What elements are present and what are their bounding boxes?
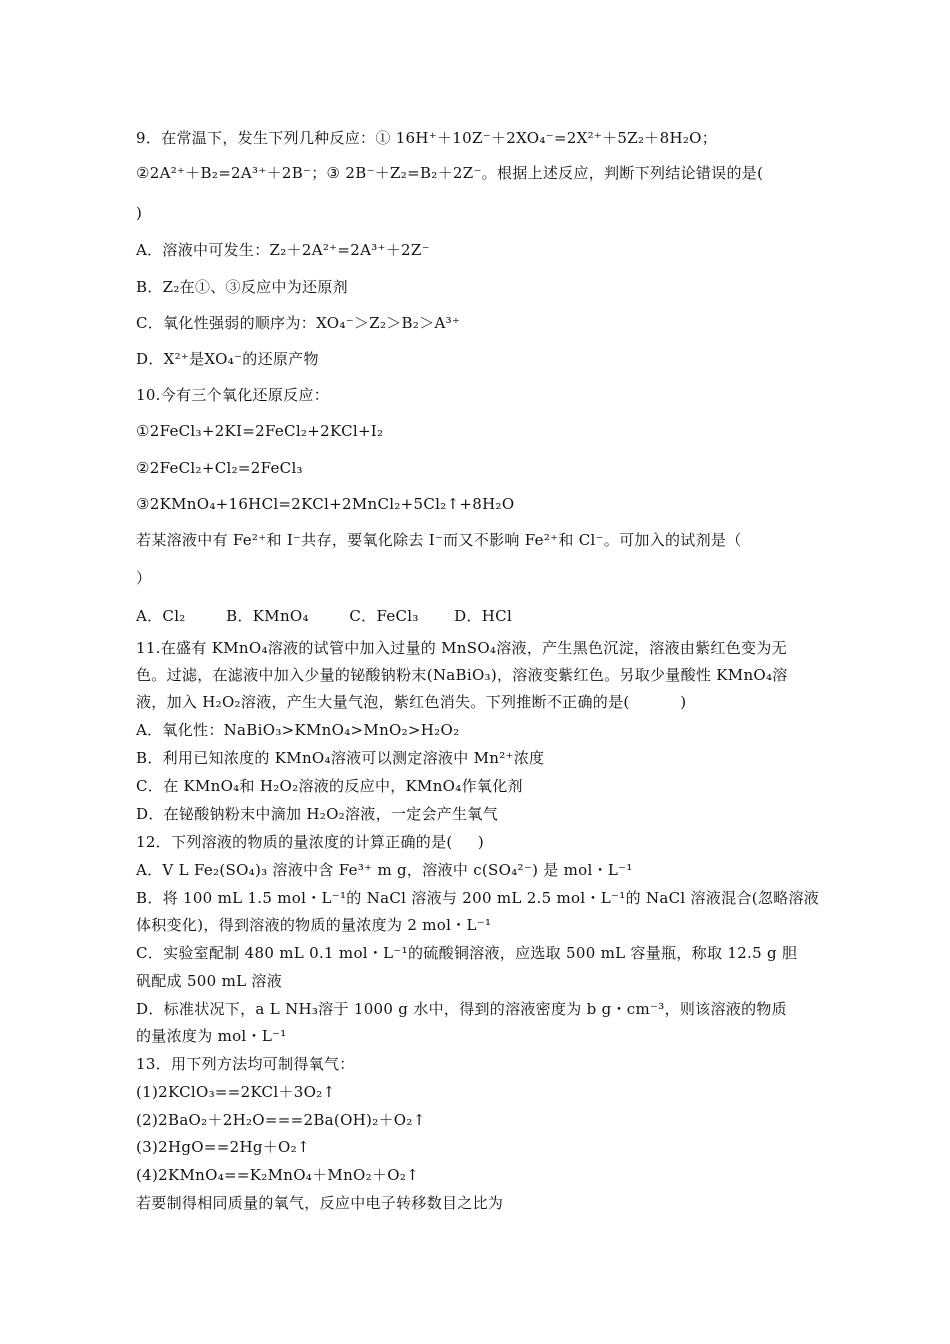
q13-stem: 13．用下列方法均可制得氧气：	[136, 1055, 355, 1073]
q13-reaction-1: (1)2KClO₃==2KCl＋3O₂↑	[136, 1083, 336, 1101]
q12-option-b-cont: 体积变化)，得到溶液的物质的量浓度为 2 mol・L⁻¹	[136, 916, 492, 934]
q10-stem: 10.今有三个氧化还原反应：	[136, 386, 330, 404]
q12-option-d: D．标准状况下，a L NH₃溶于 1000 g 水中，得到的溶液密度为 b g・cm⁻³，则该溶液的物质	[136, 1000, 787, 1018]
q11-line-3: 液，加入 H₂O₂溶液，产生大量气泡，紫红色消失。下列推断不正确的是( )	[136, 693, 687, 711]
q9-line-1: 9．在常温下，发生下列几种反应：① 16H⁺＋10Z⁻＋2XO₄⁻=2X²⁺＋5Z₂＋8H₂O；	[136, 129, 718, 147]
q10-question-end: ）	[136, 569, 152, 587]
q11-option-d: D．在铋酸钠粉末中滴加 H₂O₂溶液，一定会产生氧气	[136, 805, 499, 823]
q9-option-c: C．氧化性强弱的顺序为：XO₄⁻＞Z₂＞B₂＞A³⁺	[136, 314, 461, 332]
q10-reaction-3: ③2KMnO₄+16HCl=2KCl+2MnCl₂+5Cl₂↑+8H₂O	[136, 495, 515, 513]
q11-line-1: 11.在盛有 KMnO₄溶液的试管中加入过量的 MnSO₄溶液，产生黑色沉淀，溶液由紫红色变为无	[136, 639, 787, 657]
q9-option-d: D．X²⁺是XO₄⁻的还原产物	[136, 350, 319, 368]
q13-question: 若要制得相同质量的氧气，反应中电子转移数目之比为	[136, 1194, 504, 1212]
q10-reaction-1: ①2FeCl₃+2KI=2FeCl₂+2KCl+I₂	[136, 422, 384, 440]
q13-reaction-4: (4)2KMnO₄==K₂MnO₄＋MnO₂＋O₂↑	[136, 1166, 420, 1184]
q12-option-c: C．实验室配制 480 mL 0.1 mol・L⁻¹的硫酸铜溶液，应选取 500 mL 容量瓶，称取 12.5 g 胆	[136, 944, 798, 962]
q10-options: A．Cl₂ B．KMnO₄ C．FeCl₃ D．HCl	[136, 607, 513, 625]
q13-reaction-2: (2)2BaO₂＋2H₂O===2Ba(OH)₂＋O₂↑	[136, 1111, 426, 1129]
q12-option-b: B．将 100 mL 1.5 mol・L⁻¹的 NaCl 溶液与 200 mL 2.5 mol・L⁻¹的 NaCl 溶液混合(忽略溶液	[136, 889, 820, 907]
q11-option-a: A．氧化性：NaBiO₃>KMnO₄>MnO₂>H₂O₂	[136, 721, 460, 739]
q12-option-a: A．V L Fe₂(SO₄)₃ 溶液中含 Fe³⁺ m g，溶液中 c(SO₄²⁻) 是 mol・L⁻¹	[136, 861, 633, 879]
q11-option-c: C．在 KMnO₄和 H₂O₂溶液的反应中，KMnO₄作氧化剂	[136, 777, 523, 795]
q10-reaction-2: ②2FeCl₂+Cl₂=2FeCl₃	[136, 459, 303, 477]
q12-option-d-cont: 的量浓度为 mol・L⁻¹	[136, 1027, 287, 1045]
q9-option-a: A．溶液中可发生：Z₂＋2A²⁺=2A³⁺＋2Z⁻	[136, 241, 430, 259]
q12-option-c-cont: 矾配成 500 mL 溶液	[136, 972, 283, 990]
q9-line-3: )	[136, 204, 143, 222]
q11-line-2: 色。过滤，在滤液中加入少量的铋酸钠粉末(NaBiO₃)，溶液变紫红色。另取少量酸性 KMnO₄溶	[136, 666, 788, 684]
q11-option-b: B．利用已知浓度的 KMnO₄溶液可以测定溶液中 Mn²⁺浓度	[136, 749, 545, 767]
q9-option-b: B．Z₂在①、③反应中为还原剂	[136, 278, 348, 296]
q9-line-2: ②2A²⁺＋B₂=2A³⁺＋2B⁻；③ 2B⁻＋Z₂=B₂＋2Z⁻。根据上述反应，判断下列结论错误的是(	[136, 164, 764, 182]
q12-stem: 12．下列溶液的物质的量浓度的计算正确的是( )	[136, 833, 485, 851]
q10-question: 若某溶液中有 Fe²⁺和 I⁻共存，要氧化除去 I⁻而又不影响 Fe²⁺和 Cl⁻。可加入的试剂是（	[136, 531, 742, 549]
q13-reaction-3: (3)2HgO==2Hg＋O₂↑	[136, 1138, 310, 1156]
